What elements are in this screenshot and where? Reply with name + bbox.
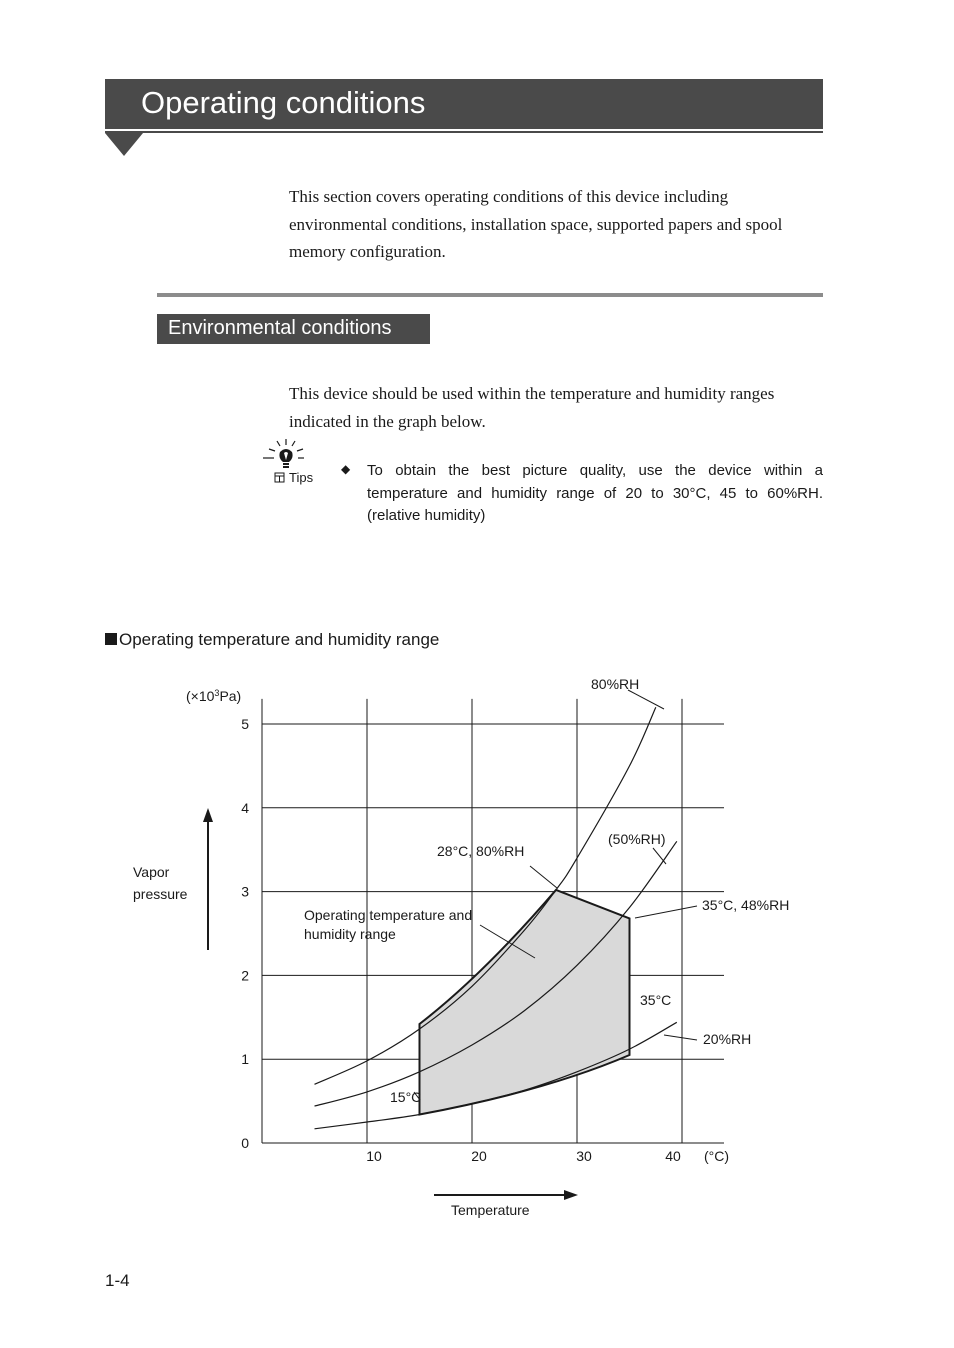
- y-unit-prefix: (×10: [186, 688, 215, 704]
- annotation-35c-48rh: 35°C, 48%RH: [702, 897, 790, 913]
- section-line-2: indicated in the graph below.: [289, 411, 486, 431]
- intro-line-3: memory configuration.: [289, 242, 446, 261]
- tip-bullet-icon: ◆: [341, 462, 351, 476]
- y-axis-title-line-2: pressure: [133, 886, 188, 902]
- region-label-line-2: humidity range: [304, 926, 396, 942]
- leader-line-3: [635, 906, 697, 918]
- intro-line-1: This section covers operating conditions of this device including: [289, 187, 729, 206]
- y-axis-arrowhead-icon: [203, 808, 213, 822]
- section-title: Environmental conditions: [168, 317, 392, 339]
- leader-line-0: [628, 690, 664, 709]
- region-label-line-1: Operating temperature and: [304, 907, 473, 923]
- series-label-50rh: (50%RH): [608, 831, 666, 847]
- annotation-28c-80rh: 28°C, 80%RH: [437, 843, 525, 859]
- y-tick-label-5: 5: [241, 716, 249, 732]
- x-axis-arrowhead-icon: [564, 1190, 578, 1200]
- x-tick-label-10: 10: [366, 1148, 382, 1164]
- page-number: 1-4: [105, 1271, 130, 1290]
- x-unit-label: (°C): [704, 1148, 730, 1164]
- leader-line-4: [530, 866, 557, 888]
- tip-text: To obtain the best picture quality, use the device within a temperature and humidity range of 20 to 30°C, 45 to 60%RH. (relative humidity): [367, 462, 823, 524]
- series-label-20rh: 20%RH: [703, 1031, 752, 1047]
- y-tick-label-0: 0: [241, 1135, 249, 1151]
- y-tick-label-3: 3: [241, 883, 249, 900]
- y-tick-label-2: 2: [241, 967, 249, 984]
- x-tick-label-30: 30: [576, 1148, 592, 1164]
- y-unit-exponent: 3: [214, 688, 220, 698]
- y-unit-label: [186, 688, 241, 704]
- y-tick-label-4: 4: [241, 799, 249, 816]
- y-unit-suffix: Pa): [219, 688, 242, 704]
- tips-label: Tips: [289, 470, 314, 485]
- page-title: Operating conditions: [141, 85, 426, 120]
- x-tick-label-20: 20: [471, 1148, 487, 1164]
- series-label-80rh: 80%RH: [591, 676, 640, 692]
- leader-line-1: [653, 848, 666, 864]
- section-line-1: This device should be used within the temperature and humidity ranges: [289, 384, 775, 403]
- x-axis-title: Temperature: [451, 1202, 530, 1218]
- chart-heading-text: Operating temperature and humidity range: [119, 630, 440, 649]
- y-tick-label-1: 1: [241, 1051, 249, 1068]
- y-axis-title-line-1: Vapor: [133, 864, 170, 880]
- leader-line-2: [664, 1035, 697, 1040]
- annotation-35c: 35°C: [640, 992, 672, 1008]
- annotation-15c: 15°C: [390, 1089, 422, 1105]
- x-tick-label-40: 40: [665, 1148, 681, 1164]
- intro-line-2: environmental conditions, installation space, supported papers and spool: [289, 214, 783, 234]
- operating-region: [420, 890, 630, 1115]
